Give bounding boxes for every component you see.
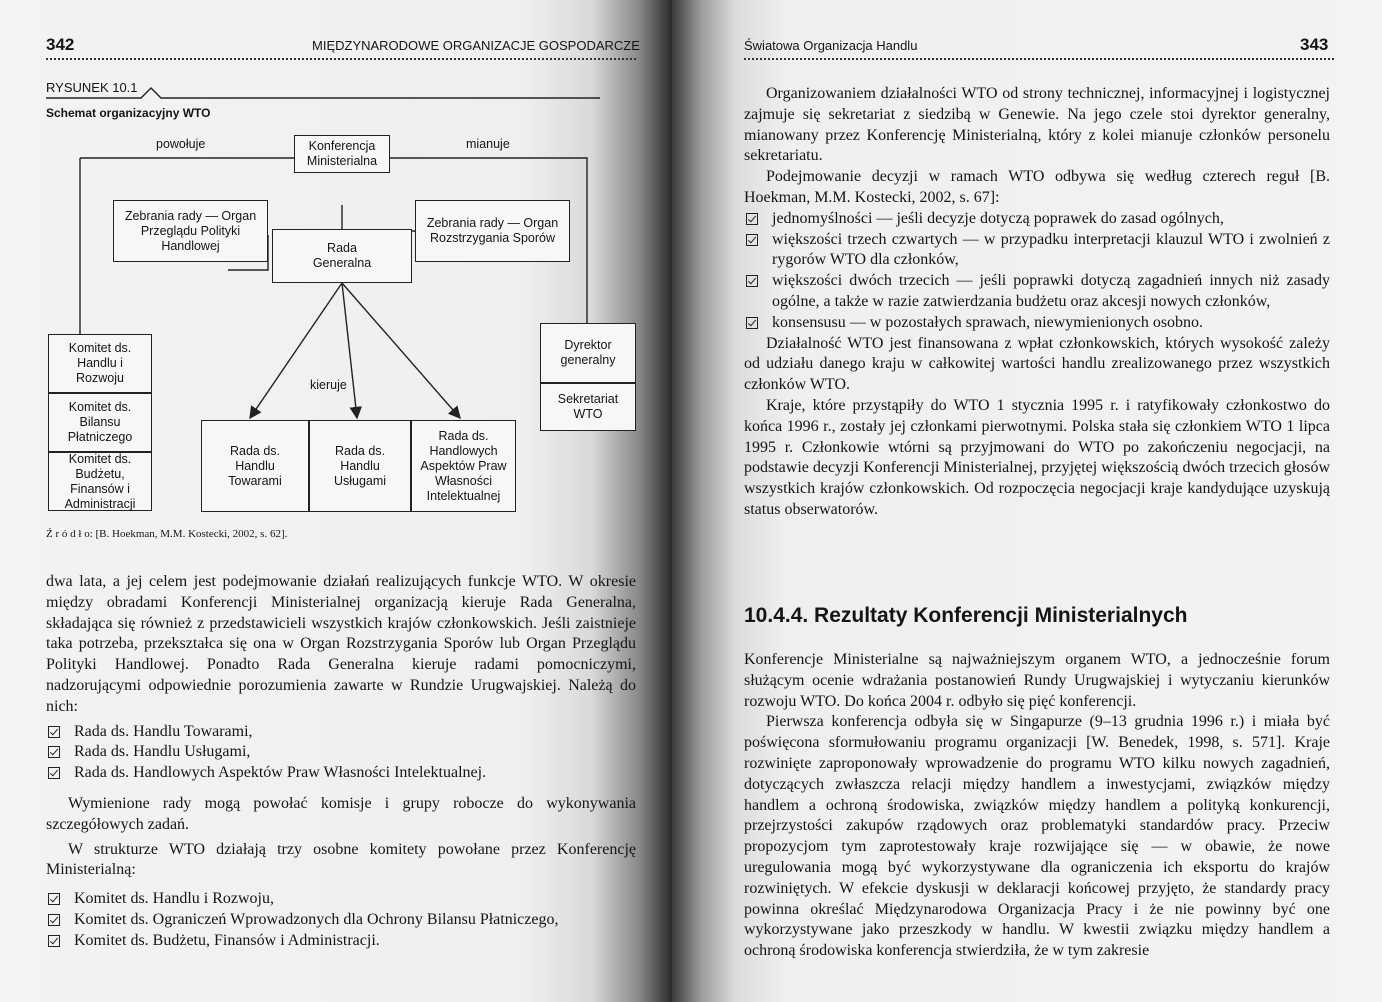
list-item: Komitet ds. Budżetu, Finansów i Administracji. bbox=[46, 931, 636, 952]
node-ministerial-conference: Konferencja Ministerialna bbox=[294, 135, 390, 173]
node-committee-budget: Komitet ds. Budżetu, Finansów i Administracji bbox=[48, 452, 152, 511]
list-item: większości trzech czwartych — w przypadku interpretacji klauzul WTO i zwolnień z rygorów WTO dla członków, bbox=[744, 230, 1330, 272]
node-council-services: Rada ds. Handlu Usługami bbox=[309, 420, 411, 512]
checkbox-icon bbox=[746, 213, 758, 225]
running-head-left: MIĘDZYNARODOWE ORGANIZACJE GOSPODARCZE bbox=[312, 38, 640, 53]
right-body-text-bottom bbox=[744, 650, 1330, 962]
left-page bbox=[0, 0, 672, 1002]
checkbox-icon bbox=[746, 317, 758, 329]
node-trade-policy-review-body: Zebrania rady — Organ Przeglądu Polityki Handlowej bbox=[113, 200, 268, 262]
node-director-general: Dyrektor generalny bbox=[540, 323, 636, 383]
list-item: Rada ds. Handlu Usługami, bbox=[46, 742, 636, 763]
checkbox-icon bbox=[48, 726, 60, 738]
figure-title: Schemat organizacyjny WTO bbox=[46, 106, 211, 120]
list-item: Komitet ds. Ograniczeń Wprowadzonych dla Ochrony Bilansu Płatniczego, bbox=[46, 910, 636, 931]
checkbox-icon bbox=[48, 914, 60, 926]
figure-label: RYSUNEK 10.1 bbox=[46, 80, 138, 95]
right-body-text-top bbox=[744, 84, 1330, 521]
paragraph: Pierwsza konferencja odbyła się w Singapurze (9–13 grudnia 1996 r.) i miała być poświęcona sformułowaniu programu organizacji [W. Benedek, 1998, s. 571]. Kraje rozwinięte zaproponowały wprowadzenie do programu WTO kilku nowych zagadnień, dotyczących zwłaszcza relacji między handlem a inwestycjami, związków między handlem a ochroną środowiska, związków między handlem a polityką konkurencji, przejrzystości zakupów rządowych oraz problematyki standardów pracy. Przeciw propozycjom tym zaprotestowały kraje rozwijające się — w obawie, że nowe uregulowania mogą być wykorzystywane dla ograniczenia ich eksportu do krajów rozwiniętych. W efekcie dyskusji w deklaracji końcowej przyjęto, że standardy pracy powinna określać Międzynarodowa Organizacja Pracy i że nie powinny być one wykorzystywane jako przeszkody w handlu. W kwestii związku między handlem a ochroną środowiska konferencja stwierdziła, że w tym zakresie bbox=[744, 713, 1330, 960]
edge-label-nominates: mianuje bbox=[466, 137, 510, 151]
node-council-goods: Rada ds. Handlu Towarami bbox=[201, 420, 309, 512]
checkbox-icon bbox=[48, 746, 60, 758]
page-number-left: 342 bbox=[46, 35, 75, 54]
running-head-right: Światowa Organizacja Handlu bbox=[744, 38, 918, 53]
paragraph: Wymienione rady mogą powołać komisje i grupy robocze do wykonywania szczegółowych zadań. bbox=[46, 794, 636, 833]
list-item: większości dwóch trzecich — jeśli poprawki dotyczą zagadnień innych niż zasady ogólne, a także w razie zatwierdzania budżetu oraz akcesji nowych członków, bbox=[744, 271, 1330, 313]
paragraph: Organizowaniem działalności WTO od strony technicznej, informacyjnej i logistycznej zajmuje się sekretariat z siedzibą w Genewie. Na jego czele stoi dyrektor generalny, mianowany przez Konferencję Ministerialną, który z kolei mianuje członków personelu sekretariatu. bbox=[744, 85, 1330, 165]
figure-source: Ź r ó d ł o: [B. Hoekman, M.M. Kostecki, 2002, s. 62]. bbox=[46, 528, 288, 540]
list-item: konsensusu — w pozostałych sprawach, niewymienionych osobno. bbox=[744, 313, 1330, 334]
left-body-text bbox=[46, 572, 636, 952]
node-council-trips: Rada ds. Handlowych Aspektów Praw Własności Intelektualnej bbox=[411, 420, 516, 512]
paragraph: Podejmowanie decyzji w ramach WTO odbywa się według czterech reguł [B. Hoekman, M.M. Kostecki, 2002, s. 67]: bbox=[744, 168, 1330, 206]
section-heading: 10.4.4. Rezultaty Konferencji Ministerialnych bbox=[744, 604, 1188, 627]
checkbox-icon bbox=[48, 767, 60, 779]
paragraph: Kraje, które przystąpiły do WTO 1 stycznia 1995 r. i ratyfikowały członkostwo do końca 1996 r., zostały jej członkami pierwotnymi. Polska stała się członkiem WTO 1 lipca 1995 r. Członkowie wtórni są przyjmowani do WTO po zakończeniu negocjacji, na podstawie decyzji Konferencji Ministerialnej, przyjętej większością dwóch trzecich głosów wszystkich krajów członkowskich. Od rozpoczęcia negocjacji kraje kandydujące uzyskują status obserwatorów. bbox=[744, 396, 1331, 518]
node-committee-balance-of-payments: Komitet ds. Bilansu Płatniczego bbox=[48, 393, 152, 452]
list-item: Rada ds. Handlowych Aspektów Praw Własności Intelektualnej. bbox=[46, 763, 636, 784]
checkbox-icon bbox=[746, 275, 758, 287]
list-item: Komitet ds. Handlu i Rozwoju, bbox=[46, 889, 636, 910]
right-page bbox=[672, 0, 1382, 1002]
node-committee-trade-development: Komitet ds. Handlu i Rozwoju bbox=[48, 334, 152, 393]
page-number-right: 343 bbox=[1300, 35, 1329, 54]
paragraph: Konferencje Ministerialne są najważniejszym organem WTO, a jednocześnie forum służącym ocenie wdrażania postanowień Rundy Urugwajskiej i wytyczaniu kierunków rozwoju WTO. Do końca 2004 r. odbyło się pięć konferencji. bbox=[744, 651, 1330, 710]
list-item: Rada ds. Handlu Towarami, bbox=[46, 722, 636, 743]
paragraph: dwa lata, a jej celem jest podejmowanie działań realizujących funkcje WTO. W okresie między obradami Konferencji Ministerialnej organizacją kieruje Rada Generalna, składająca się również z przedstawicieli wszystkich krajów członkowskich. Jeśli zaistnieje taka potrzeba, przekształca się ona w Organ Rozstrzygania Sporów lub Organ Przeglądu Polityki Handlowej. Ponadto Rada Generalna kieruje radami pomocniczymi, nadzorującymi odpowiednie porozumienia zawarte w Rundzie Urugwajskiej. Należą do nich: bbox=[46, 573, 636, 715]
edge-label-appoints: powołuje bbox=[156, 137, 206, 151]
node-secretariat: Sekretariat WTO bbox=[540, 383, 636, 431]
checkbox-icon bbox=[48, 893, 60, 905]
list-item: jednomyślności — jeśli decyzje dotyczą poprawek do zasad ogólnych, bbox=[744, 209, 1330, 230]
dotted-rule bbox=[744, 58, 1334, 60]
edge-label-directs: kieruje bbox=[310, 378, 347, 392]
checkbox-icon bbox=[48, 935, 60, 947]
paragraph: Działalność WTO jest finansowana z wpłat członkowskich, których wysokość zależy od udziału danego kraju w całkowitej wartości handlu zrealizowanego przez wszystkich członków WTO. bbox=[744, 334, 1330, 394]
node-general-council: Rada Generalna bbox=[272, 229, 412, 283]
checkbox-icon bbox=[746, 234, 758, 246]
node-dispute-settlement-body: Zebrania rady — Organ Rozstrzygania Sporów bbox=[415, 200, 570, 262]
paragraph: W strukturze WTO działają trzy osobne komitety powołane przez Konferencję Ministerialną: bbox=[46, 840, 636, 879]
